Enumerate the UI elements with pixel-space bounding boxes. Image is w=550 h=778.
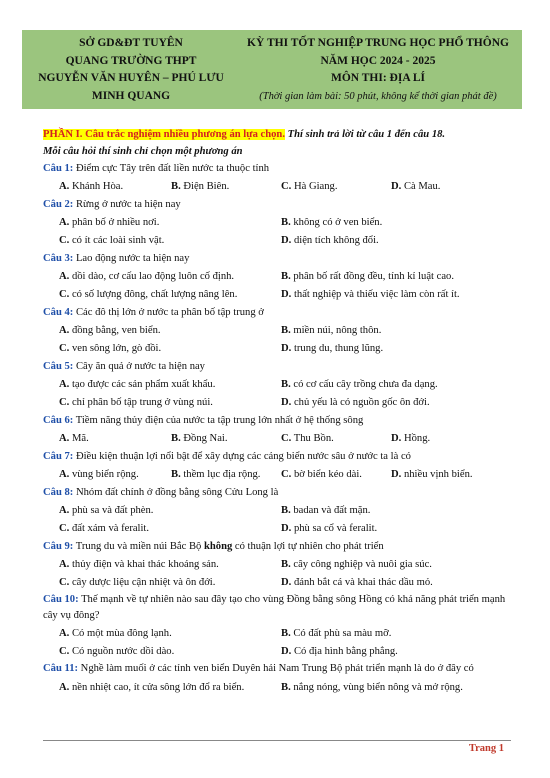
- question-number: Câu 2:: [43, 199, 74, 210]
- part-heading: [43, 126, 511, 160]
- question-text: Rừng ở nước ta hiện nay: [73, 199, 181, 210]
- question-number: Câu 1:: [43, 163, 74, 174]
- question-text: Điều kiện thuận lợi nổi bật để xây dựng các cảng biển nước sâu ở nước ta là có: [73, 451, 411, 462]
- option-c: C. chỉ phân bố tập trung ở vùng núi.: [59, 397, 213, 408]
- options-row: [43, 286, 511, 304]
- options-row: [43, 520, 511, 538]
- option-d: D. Cà Mau.: [391, 181, 441, 192]
- options-row: [43, 394, 511, 412]
- option-a: A. đồng bằng, ven biển.: [59, 325, 161, 336]
- option-a: A. Mã.: [59, 433, 89, 444]
- option-d: D. thất nghiệp và thiếu việc làm còn rất ít.: [281, 289, 460, 300]
- question-9: [43, 538, 511, 556]
- question-text: Điểm cực Tây trên đất liền nước ta thuộc tỉnh: [73, 163, 270, 174]
- options-row: [43, 322, 511, 340]
- option-b: B. Điện Biên.: [171, 181, 230, 192]
- question-text: Lao động nước ta hiện nay: [73, 253, 190, 264]
- question-content: [43, 126, 511, 697]
- option-b: B. thềm lục địa rộng.: [171, 469, 261, 480]
- question-3: [43, 250, 511, 268]
- options-row: [43, 679, 511, 697]
- question-text: có thuận lợi tự nhiên cho phát triển: [232, 541, 384, 552]
- question-text: Trung du và miền núi Bắc Bộ: [73, 541, 204, 552]
- question-text: Tiềm năng thủy điện của nước ta tập trung lớn nhất ở hệ thống sông: [73, 415, 364, 426]
- options-row: [43, 466, 511, 484]
- question-text: Cây ăn quả ở nước ta hiện nay: [73, 361, 205, 372]
- question-2: [43, 196, 511, 214]
- option-c: C. cây dược liệu cận nhiệt và ôn đới.: [59, 577, 216, 588]
- option-c: C. Hà Giang.: [281, 181, 338, 192]
- option-c: C. có số lượng đông, chất lượng nâng lên.: [59, 289, 238, 300]
- exam-header: [22, 30, 522, 109]
- options-row: [43, 178, 511, 196]
- option-a: A. phân bố ở nhiều nơi.: [59, 217, 160, 228]
- page-number: Trang 1: [468, 743, 504, 754]
- school-line: NGUYỄN VĂN HUYÊN – PHÚ LƯU: [38, 72, 224, 84]
- question-number: Câu 5:: [43, 361, 74, 372]
- option-a: A. tạo được các sản phẩm xuất khẩu.: [59, 379, 216, 390]
- question-text: Các đô thị lớn ở nước ta phân bố tập trung ở: [73, 307, 264, 318]
- options-row: [43, 376, 511, 394]
- question-4: [43, 304, 511, 322]
- option-b: B. phân bố rất đồng đều, tính kỉ luật cao.: [281, 271, 455, 282]
- option-b: B. miền núi, nông thôn.: [281, 325, 382, 336]
- question-11: [43, 661, 511, 677]
- exam-time: (Thời gian làm bài: 50 phút, không kể thời gian phát đề): [259, 90, 497, 102]
- question-number: Câu 10:: [43, 594, 79, 605]
- school-line: SỞ GD&ĐT TUYÊN: [79, 37, 183, 49]
- option-d: D. diện tích không đổi.: [281, 235, 379, 246]
- option-a: A. thủy điện và khai thác khoáng sản.: [59, 559, 219, 570]
- option-d: D. đánh bắt cá và khai thác dầu mỏ.: [281, 577, 433, 588]
- option-a: A. Khánh Hòa.: [59, 181, 124, 192]
- question-7: [43, 448, 511, 466]
- exam-year: NĂM HỌC 2024 - 2025: [320, 54, 436, 67]
- option-c: C. bờ biển kéo dài.: [281, 469, 362, 480]
- exam-subject: MÔN THI: ĐỊA LÍ: [330, 72, 426, 84]
- option-a: A. dồi dào, cơ cấu lao động luôn cố định.: [59, 271, 235, 282]
- options-row: [43, 574, 511, 592]
- question-text: Thế mạnh về tự nhiên nào sau đây tạo cho vùng Đồng bằng sông Hồng có khả năng phát triển mạnh cây vụ đông?: [43, 594, 506, 621]
- question-number: Câu 6:: [43, 415, 74, 426]
- option-b: B. Đồng Nai.: [171, 433, 228, 444]
- option-c: C. có ít các loài sinh vật.: [59, 235, 165, 246]
- question-5: [43, 358, 511, 376]
- option-d: D. Có địa hình bằng phẳng.: [281, 646, 398, 657]
- option-b: B. có cơ cấu cây trồng chưa đa dạng.: [281, 379, 438, 390]
- question-emphasis: không: [203, 541, 233, 552]
- option-d: D. nhiều vịnh biển.: [391, 469, 473, 480]
- footer-divider: [43, 740, 511, 741]
- option-a: A. nền nhiệt cao, ít cửa sông lớn đổ ra biển.: [59, 681, 245, 693]
- question-number: Câu 3:: [43, 253, 74, 264]
- options-row: [43, 268, 511, 286]
- school-line: MINH QUANG: [91, 89, 171, 102]
- question-number: Câu 9:: [43, 541, 74, 552]
- question-text: Nhóm đất chính ở đồng bằng sông Cửu Long là: [73, 487, 279, 498]
- option-b: B. nắng nóng, vùng biển nông và mở rộng.: [281, 681, 463, 693]
- school-line: QUANG TRƯỜNG THPT: [65, 54, 197, 67]
- option-c: C. ven sông lớn, gò đồi.: [59, 343, 162, 354]
- question-1: [43, 160, 511, 178]
- question-number: Câu 8:: [43, 487, 74, 498]
- option-c: C. Có nguồn nước dồi dào.: [59, 646, 175, 657]
- option-b: B. cây công nghiệp và nuôi gia súc.: [281, 559, 432, 570]
- option-d: D. chủ yếu là có nguồn gốc ôn đới.: [281, 397, 430, 408]
- options-row: [43, 214, 511, 232]
- part-instruction: Thí sinh trả lời từ câu 1 đến câu 18.: [284, 129, 446, 140]
- option-c: C. đất xám và feralit.: [59, 523, 150, 534]
- option-a: A. Có một mùa đông lạnh.: [59, 628, 172, 639]
- part-instruction: Mỗi câu hỏi thí sinh chỉ chọn một phương án: [43, 146, 243, 157]
- options-row: [43, 643, 511, 661]
- question-number: Câu 11:: [43, 663, 79, 674]
- option-d: D. Hồng.: [391, 433, 431, 444]
- options-row: [43, 232, 511, 250]
- question-10: [43, 592, 511, 623]
- school-info: [22, 35, 240, 105]
- exam-info: [234, 35, 522, 105]
- part-title: PHẦN I. Câu trắc nghiệm nhiều phương án lựa chọn.: [43, 129, 285, 140]
- option-d: D. trung du, thung lũng.: [281, 343, 384, 354]
- option-b: B. Có đất phù sa màu mỡ.: [281, 628, 392, 639]
- question-text: Nghề làm muối ở các tỉnh ven biển Duyên hải Nam Trung Bộ phát triển mạnh là do ở đây có: [78, 663, 474, 674]
- option-b: B. không có ở ven biển.: [281, 217, 383, 228]
- option-a: A. vùng biển rộng.: [59, 469, 139, 480]
- options-row: [43, 556, 511, 574]
- option-b: B. badan và đất mặn.: [281, 505, 371, 516]
- option-d: D. phù sa cổ và feralit.: [281, 523, 378, 534]
- options-row: [43, 340, 511, 358]
- question-8: [43, 484, 511, 502]
- option-c: C. Thu Bồn.: [281, 433, 334, 444]
- options-row: [43, 430, 511, 448]
- option-a: A. phù sa và đất phèn.: [59, 505, 154, 516]
- exam-title: KỲ THI TỐT NGHIỆP TRUNG HỌC PHỔ THÔNG: [247, 37, 509, 49]
- question-number: Câu 4:: [43, 307, 74, 318]
- question-6: [43, 412, 511, 430]
- options-row: [43, 502, 511, 520]
- options-row: [43, 625, 511, 643]
- question-number: Câu 7:: [43, 451, 74, 462]
